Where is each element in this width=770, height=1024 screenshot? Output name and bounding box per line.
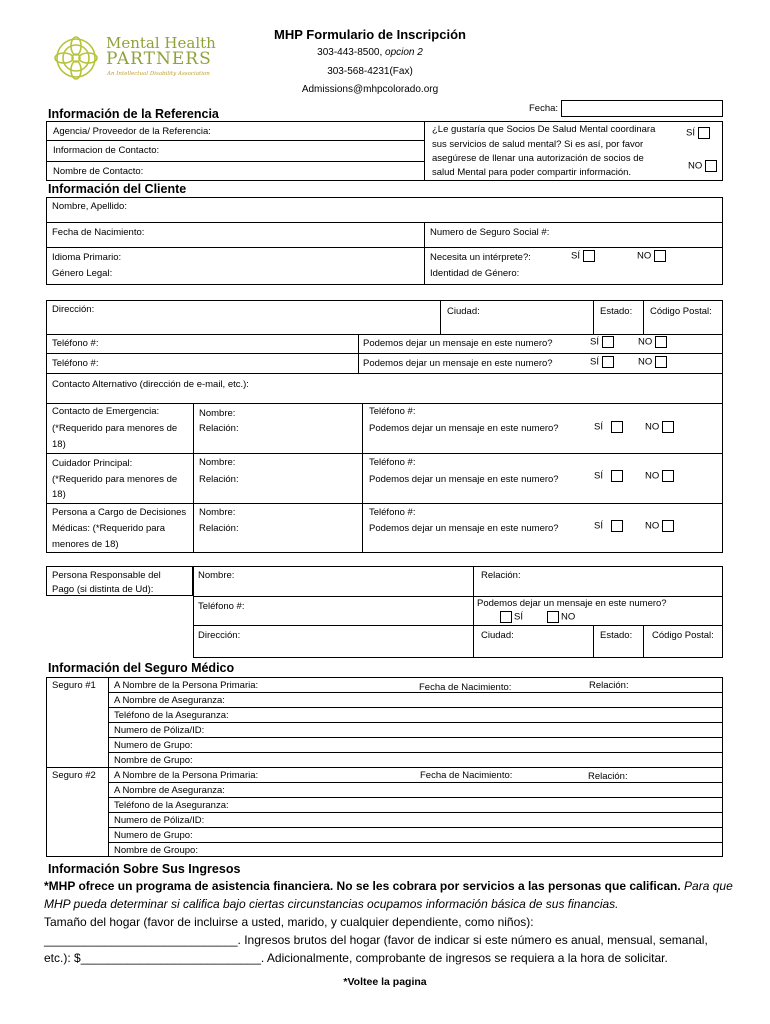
income-italic-2: MHP pueda determinar si califica bajo ciertas circunstancias ocupamos información básica de sus financias. (44, 897, 619, 911)
insurance1-insurer-field[interactable]: A Nombre de Aseguranza: (114, 695, 225, 706)
emergency-label-l2: (*Requerido para menores de (52, 423, 178, 434)
gender-field[interactable]: Género Legal: (52, 268, 113, 279)
logo-tagline: An Intellectual Disability Association (107, 71, 210, 77)
emergency-yes: SÍ (594, 421, 623, 433)
emergency-no: NO (645, 421, 674, 433)
coordination-question-l4: salud Mental para poder compartir información. (432, 167, 632, 178)
phone2-yes-checkbox[interactable] (602, 356, 614, 368)
logo-line2: PARTNERS (106, 49, 212, 69)
phone1-yes: SÍ (590, 336, 614, 348)
interpreter-yes: SÍ (571, 250, 595, 262)
address-field[interactable]: Dirección: (52, 304, 95, 315)
medical-relation-field[interactable]: Relación: (199, 523, 239, 534)
caregiver-no: NO (645, 470, 674, 482)
medical-label-l3: menores de 18) (52, 539, 119, 550)
caregiver-name-field[interactable]: Nombre: (199, 457, 236, 468)
medical-phone-field[interactable]: Teléfono #: (369, 507, 416, 518)
medical-yes-checkbox[interactable] (611, 520, 623, 532)
interpreter-yes-checkbox[interactable] (583, 250, 595, 262)
household-size-question: Tamaño del hogar (favor de incluirse a usted, marido, y cualquier dependiente, como niños): (44, 915, 534, 929)
emergency-relation-field[interactable]: Relación: (199, 423, 239, 434)
phone-line (0, 47, 740, 58)
emergency-name-field[interactable]: Nombre: (199, 408, 236, 419)
medical-name-field[interactable]: Nombre: (199, 507, 236, 518)
ssn-field[interactable]: Numero de Seguro Social #: (430, 227, 550, 238)
income-section-title: Información Sobre Sus Ingresos (48, 862, 241, 876)
dob-field[interactable]: Fecha de Nacimiento: (52, 227, 145, 238)
payer-city-field[interactable]: Ciudad: (481, 630, 514, 641)
coordination-no-checkbox[interactable] (705, 160, 717, 172)
coordination-question-l2: sus servicios de salud mental? Si es así, por favor (432, 139, 644, 150)
coordination-question-l3: asegúrese de llenar una autorización de socios de (432, 153, 644, 164)
insurance2-phone-field[interactable]: Teléfono de la Aseguranza: (114, 800, 229, 811)
insurance1-relation-field[interactable]: Relación: (589, 680, 629, 691)
insurance2-insurer-field[interactable]: A Nombre de Aseguranza: (114, 785, 225, 796)
page-title: MHP Formulario de Inscripción (274, 27, 466, 42)
payer-phone-field[interactable]: Teléfono #: (198, 601, 245, 612)
proof-of-income-note: . Adicionalmente, comprobante de ingresos se requiera a la hora de solicitar. (260, 951, 668, 965)
caregiver-label-l2: (*Requerido para menores de (52, 474, 178, 485)
medical-message-question: Podemos dejar un mensaje en este numero? (369, 523, 559, 534)
phone2-no: NO (638, 356, 667, 368)
payer-message-question: Podemos dejar un mensaje en este numero? (477, 598, 667, 609)
insurance2-dob-field[interactable]: Fecha de Nacimiento: (420, 770, 513, 781)
phone-number: 303-443-8500, (317, 47, 383, 58)
logo-line1: Mental Health (106, 34, 216, 52)
medical-label-l1: Persona a Cargo de Decisiones (52, 507, 187, 518)
emergency-yes-checkbox[interactable] (611, 421, 623, 433)
payer-yes: SÍ (500, 611, 523, 623)
insurance2-label: Seguro #2 (52, 770, 96, 781)
medical-no-checkbox[interactable] (662, 520, 674, 532)
insurance1-group-name-field[interactable]: Nombre de Grupo: (114, 755, 193, 766)
insurance2-group-number-field[interactable]: Numero de Grupo: (114, 830, 193, 841)
turn-page-note: *Voltee la pagina (343, 976, 427, 988)
payer-yes-checkbox[interactable] (500, 611, 512, 623)
gross-income-question: . Ingresos brutos del hogar (favor de indicar si este número es anual, mensual, semanal, (237, 933, 708, 947)
insurance2-relation-field[interactable]: Relación: (588, 771, 628, 782)
caregiver-no-checkbox[interactable] (662, 470, 674, 482)
insurance1-policy-field[interactable]: Numero de Póliza/ID: (114, 725, 205, 736)
payer-state-field[interactable]: Estado: (600, 630, 633, 641)
client-section-title: Información del Cliente (48, 182, 187, 196)
phone2-yes: SÍ (590, 356, 614, 368)
payer-label-l1: Persona Responsable del (52, 570, 161, 581)
payer-zip-field[interactable]: Código Postal: (652, 630, 714, 641)
caregiver-yes: SÍ (594, 470, 623, 482)
medical-no: NO (645, 520, 674, 532)
insurance1-label: Seguro #1 (52, 680, 96, 691)
income-etc-label: etc.): $ (44, 951, 81, 965)
phone1-no-checkbox[interactable] (655, 336, 667, 348)
insurance1-group-number-field[interactable]: Numero de Grupo: (114, 740, 193, 751)
city-field[interactable]: Ciudad: (447, 306, 480, 317)
insurance2-group-name-field[interactable]: Nombre de Groupo: (114, 845, 198, 856)
client-table-top (46, 197, 723, 285)
emergency-no-checkbox[interactable] (662, 421, 674, 433)
agency-field[interactable]: Agencia/ Proveedor de la Referencia: (53, 126, 211, 137)
coordination-question-l1: ¿Le gustaría que Socios De Salud Mental coordinara (432, 124, 656, 135)
phone-option: opcion 2 (385, 47, 423, 58)
emergency-label-l3: 18) (52, 439, 66, 450)
phone1-no: NO (638, 336, 667, 348)
email-line: Admissions@mhpcolorado.org (301, 84, 439, 95)
payer-address-field[interactable]: Dirección: (198, 630, 241, 641)
interpreter-label: Necesita un intérprete?: (430, 252, 531, 263)
emergency-message-question: Podemos dejar un mensaje en este numero? (369, 423, 559, 434)
language-field[interactable]: Idioma Primario: (52, 252, 122, 263)
phone1-yes-checkbox[interactable] (602, 336, 614, 348)
income-paragraph (44, 877, 736, 967)
gross-income-blank[interactable]: ___________________________ (80, 951, 261, 965)
phone1-message-question: Podemos dejar un mensaje en este numero? (363, 338, 553, 349)
alt-contact-field[interactable]: Contacto Alternativo (dirección de e-mail, etc.): (52, 379, 249, 390)
medical-yes: SÍ (594, 520, 623, 532)
caregiver-message-question: Podemos dejar un mensaje en este numero? (369, 474, 559, 485)
household-size-blank[interactable]: _____________________________ (44, 933, 238, 947)
caregiver-relation-field[interactable]: Relación: (199, 474, 239, 485)
zip-field[interactable]: Código Postal: (650, 306, 712, 317)
coordination-yes: SÍ (686, 127, 710, 139)
emergency-phone-field[interactable]: Teléfono #: (369, 406, 416, 417)
interpreter-no: NO (637, 250, 666, 262)
client-name-field[interactable]: Nombre, Apellido: (52, 201, 127, 212)
gender-identity-field[interactable]: Identidad de Género: (430, 268, 520, 279)
fax-line: 303-568-4231(Fax) (327, 66, 413, 77)
insurance2-policy-field[interactable]: Numero de Póliza/ID: (114, 815, 205, 826)
medical-label-l2: Médicas: (*Requerido para (52, 523, 166, 534)
phone2-no-checkbox[interactable] (655, 356, 667, 368)
phone1-field[interactable]: Teléfono #: (52, 338, 99, 349)
coordination-no: NO (688, 160, 717, 172)
phone2-message-question: Podemos dejar un mensaje en este numero? (363, 358, 553, 369)
insurance-section-title: Información del Seguro Médico (48, 661, 235, 675)
fecha-label: Fecha: (529, 103, 559, 114)
payer-label-l2: Pago (si distinta de Ud): (52, 584, 154, 595)
contact-name-field[interactable]: Nombre de Contacto: (53, 166, 144, 177)
contact-info-field[interactable]: Informacion de Contacto: (53, 145, 160, 156)
caregiver-yes-checkbox[interactable] (611, 470, 623, 482)
caregiver-label-l1: Cuidador Principal: (52, 458, 133, 469)
interpreter-no-checkbox[interactable] (654, 250, 666, 262)
caregiver-label-l3: 18) (52, 489, 66, 500)
fecha-field[interactable] (561, 100, 723, 117)
referral-section-title: Información de la Referencia (48, 107, 219, 121)
payer-no-checkbox[interactable] (547, 611, 559, 623)
state-field[interactable]: Estado: (600, 306, 633, 317)
insurance1-primary-field[interactable]: A Nombre de la Persona Primaria: (114, 680, 259, 691)
income-italic-1: Para que (684, 879, 733, 893)
phone2-field[interactable]: Teléfono #: (52, 358, 99, 369)
payer-name-field[interactable]: Nombre: (198, 570, 235, 581)
insurance1-phone-field[interactable]: Teléfono de la Aseguranza: (114, 710, 229, 721)
caregiver-phone-field[interactable]: Teléfono #: (369, 457, 416, 468)
insurance2-primary-field[interactable]: A Nombre de la Persona Primaria: (114, 770, 259, 781)
payer-relation-field[interactable]: Relación: (481, 570, 521, 581)
emergency-label-l1: Contacto de Emergencia: (52, 406, 160, 417)
insurance1-dob-field[interactable]: Fecha de Nacimiento: (419, 682, 512, 693)
income-assistance-text: *MHP ofrece un programa de asistencia financiera. No se les cobrara por servicios a las personas que califican. (44, 879, 681, 893)
payer-no: NO (547, 611, 575, 623)
coordination-yes-checkbox[interactable] (698, 127, 710, 139)
